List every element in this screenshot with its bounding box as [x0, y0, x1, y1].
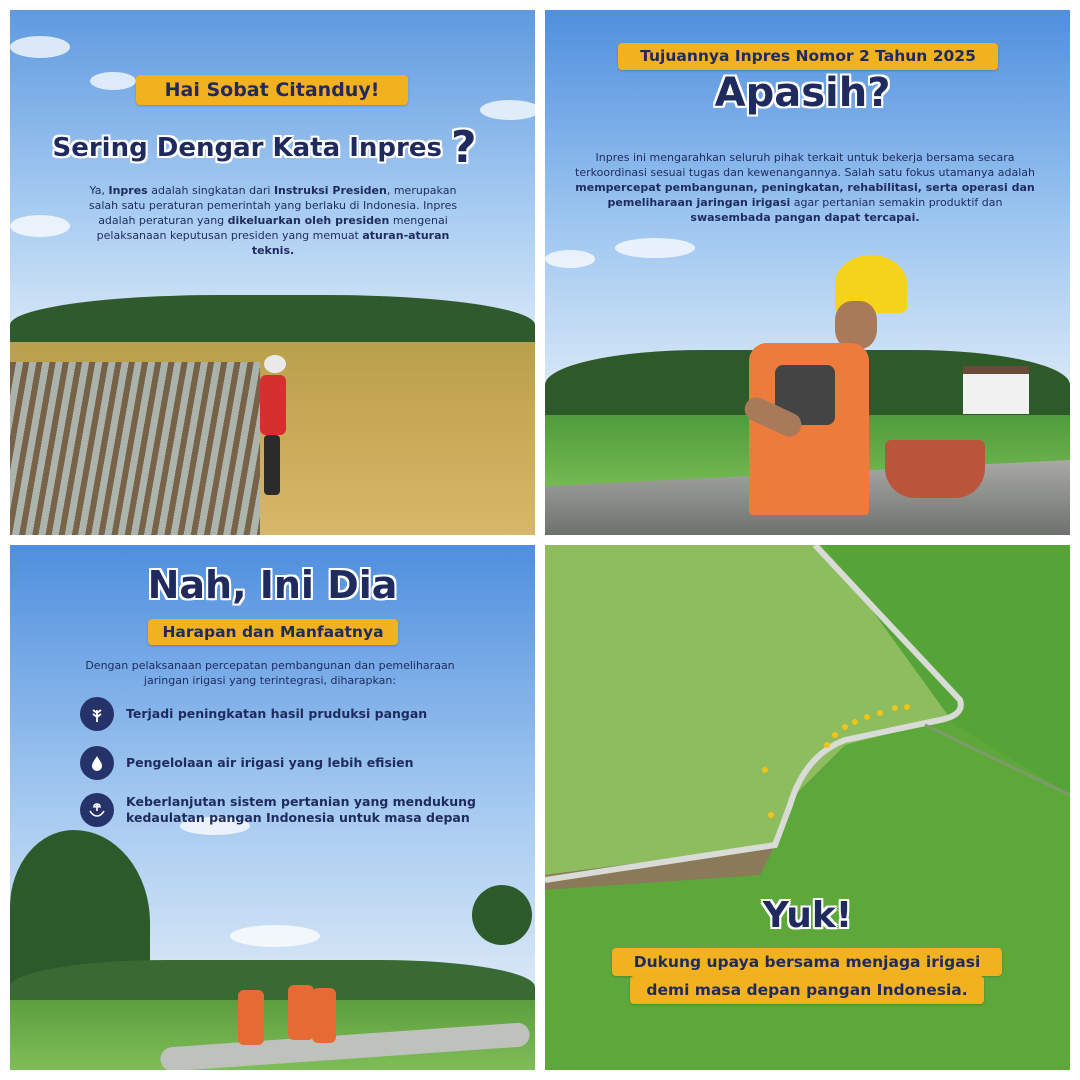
- water-drop-icon: [80, 746, 114, 780]
- body-segment: Ya,: [89, 184, 109, 197]
- cloud: [545, 250, 595, 268]
- intro-text: Dengan pelaksanaan percepatan pembangunan dan pemeliharaan jaringan irigasi yang terintegrasi, diharapkan:: [85, 659, 455, 687]
- treeline: [10, 295, 535, 345]
- cta-badge-line2: demi masa depan pangan Indonesia.: [630, 976, 984, 1004]
- headline: Nah, Ini Dia: [147, 563, 398, 607]
- headline-text: Sering Dengar Kata Inpres: [52, 133, 442, 163]
- panel-inpres-purpose: [545, 10, 1070, 535]
- subtitle-badge: Harapan dan Manfaatnya: [148, 619, 398, 645]
- farmer-figure: [256, 355, 290, 495]
- body-bold: dikeluarkan oleh presiden: [227, 214, 390, 227]
- panel-call-to-action: [545, 545, 1070, 1070]
- panel-benefits: [10, 545, 535, 1070]
- mortar-bucket: [885, 440, 985, 498]
- headline: Apasih?: [714, 70, 891, 116]
- worker-figure: [745, 255, 885, 515]
- question-mark: ?: [451, 122, 477, 173]
- body-bold: Instruksi Presiden: [273, 184, 387, 197]
- title-badge: Tujuannya Inpres Nomor 2 Tahun 2025: [618, 43, 998, 70]
- benefit-text: Keberlanjutan sistem pertanian yang mendukung kedaulatan pangan Indonesia untuk masa depan: [126, 794, 476, 825]
- benefit-text: Pengelolaan air irigasi yang lebih efisien: [126, 755, 414, 770]
- body-segment: adalah singkatan dari: [147, 184, 274, 197]
- body-text: [575, 150, 1035, 225]
- palm-right: [472, 885, 532, 945]
- cloud: [10, 215, 70, 237]
- cloud: [90, 72, 136, 90]
- body-bold: aturan-aturan teknis.: [251, 229, 450, 257]
- field-harvested: [10, 362, 260, 535]
- benefit-item: [80, 793, 486, 827]
- headline: [10, 116, 527, 173]
- panel-inpres-intro: [10, 10, 535, 535]
- body-segment: agar pertanian semakin produktif dan: [790, 196, 1003, 209]
- body-bold: swasembada pangan dapat tercapai.: [690, 211, 920, 224]
- cloud: [10, 36, 70, 58]
- greeting-badge: Hai Sobat Citanduy!: [136, 75, 408, 105]
- hands-plant-icon: [80, 793, 114, 827]
- workers-group: [238, 980, 338, 1060]
- house: [963, 366, 1029, 414]
- cloud: [615, 238, 695, 258]
- body-segment: , merupakan salah satu peraturan pemerintah yang berlaku di Indonesia. Inpres adalah peraturan yang: [88, 184, 458, 227]
- body-bold: mempercepat pembangunan, peningkatan, rehabilitasi, serta operasi dan pemeliharaan jaringan irigasi: [575, 181, 1035, 209]
- body-text: [78, 183, 468, 258]
- benefit-text: Terjadi peningkatan hasil pruduksi pangan: [126, 706, 428, 721]
- body-bold: Inpres: [108, 184, 148, 197]
- wheat-icon: [80, 697, 114, 731]
- body-segment: mengenai pelaksanaan keputusan presiden yang memuat: [96, 214, 448, 242]
- cta-badge-line1: Dukung upaya bersama menjaga irigasi: [612, 948, 1002, 976]
- benefit-item: [80, 746, 414, 780]
- cloud: [230, 925, 320, 947]
- body-segment: Inpres ini mengarahkan seluruh pihak terkait untuk bekerja bersama secara terkoordinasi sesuai tugas dan kewenangannya. Salah satu fokus utamanya adalah: [575, 151, 1035, 179]
- benefit-item: [80, 697, 427, 731]
- headline: Yuk!: [762, 895, 853, 936]
